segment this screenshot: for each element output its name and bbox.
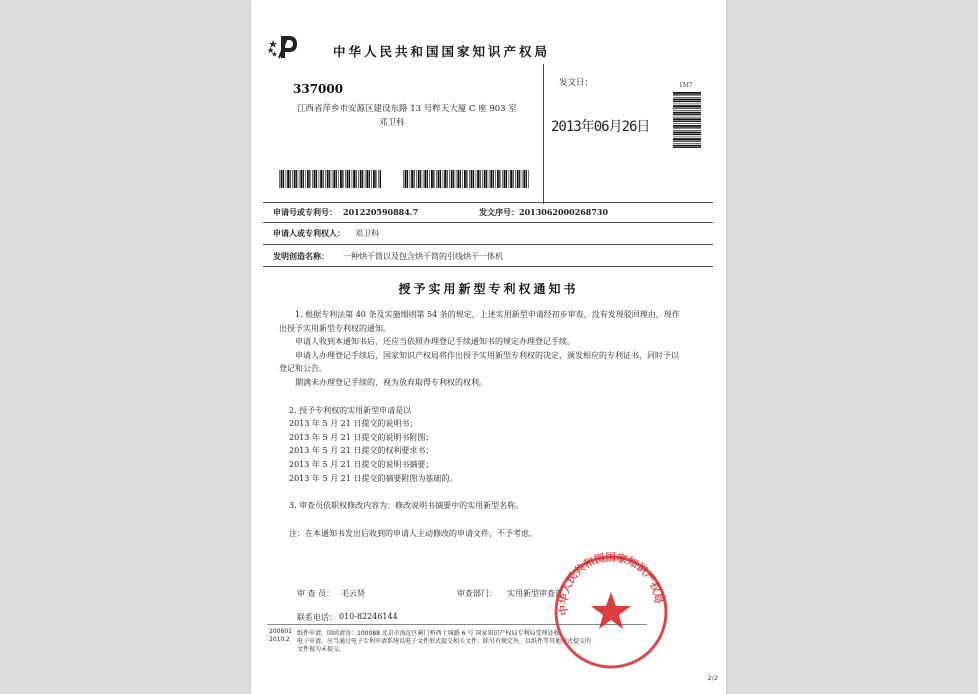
recipient-name: 邓卫科 [379, 118, 405, 128]
dept-name: 实用新型审查部 [507, 589, 563, 598]
field-divider [263, 244, 713, 245]
body-paragraph: 期满未办理登记手续的，视为放弃取得专利权的权利。 [295, 377, 487, 387]
page-number: 2/2 [707, 674, 718, 682]
header-divider [543, 64, 544, 204]
postcode: 337000 [293, 82, 344, 96]
body-paragraph: 1. 根据专利法第 40 条及实施细则第 54 条的规定，上述实用新型申请经初步审查，没有发现驳回理由，现作出授予实用新型专利权的通知。 [279, 310, 680, 333]
serial-no: 2013062000268730 [519, 207, 609, 217]
list-item: 2013 年 5 月 21 日提交的摘要附图为基础的。 [289, 473, 458, 483]
form-date-code: 2010.2 [269, 636, 290, 643]
examiner-name: 毛云贤 [341, 589, 365, 598]
list-item: 2013 年 5 月 21 日提交的说明书附图； [289, 432, 434, 442]
field-divider [263, 266, 713, 267]
body-paragraph: 3. 审查员依职权修改内容为：修改说明书摘要中的实用新型名称。 [289, 501, 524, 511]
list-item: 2013 年 5 月 21 日提交的权利要求书； [289, 446, 434, 456]
notice-body [279, 308, 685, 540]
document-page [251, 0, 726, 694]
side-code: 1M7 [679, 82, 693, 89]
svg-text:中华人民共和国国家知识产权局: 中华人民共和国国家知识产权局 [557, 552, 665, 616]
document-title: 授予实用新型专利权通知书 [398, 282, 579, 296]
address-barcode-1 [279, 170, 381, 188]
note: 注：在本通知书发出后收到的申请人主动修改的申请文件，不予考虑。 [289, 528, 537, 538]
applicant-label: 申请人或专利权人： [273, 228, 345, 238]
invention-name: 一种烘干筒以及包含烘干筒的引线烘干一体机 [343, 252, 503, 261]
list-item: 2013 年 5 月 21 日提交的说明书； [289, 419, 418, 429]
application-no-label: 申请号或专利号： [273, 207, 337, 217]
list-item: 2013 年 5 月 21 日提交的说明书摘要； [289, 459, 434, 469]
mail-instructions: 文件视为未提交。 [297, 646, 346, 653]
examiner-label: 审 查 员： [297, 589, 335, 598]
office-title: 中华人民共和国国家知识产权局 [333, 44, 551, 59]
invention-label: 发明创造名称： [273, 251, 329, 261]
official-seal-icon [551, 552, 671, 672]
applicant-name: 邓卫科 [355, 229, 379, 238]
phone-label: 联系电话： [297, 613, 337, 622]
body-paragraph: 申请人收到本通知书后，还应当依照办理登记手续通知书的规定办理登记手续。 [295, 337, 575, 347]
address-barcode-2 [403, 170, 529, 188]
application-no: 201220590884.7 [343, 207, 419, 217]
sent-date-stamp: 2013年06月26日 [551, 119, 650, 135]
phone-number: 010-82246144 [339, 612, 398, 621]
form-code: 200601 [269, 628, 292, 635]
vertical-barcode [673, 92, 701, 148]
field-divider [263, 202, 713, 203]
sent-date-label: 发文日： [559, 78, 594, 88]
mail-instructions: 电子申请，应当通过电子专利申请系统以电子文件形式提交相关文件。除另有规定外，以纸件等其他形式提交的 [297, 638, 592, 645]
sipo-logo-icon [267, 34, 301, 60]
body-paragraph: 申请人办理登记手续后，国家知识产权局将作出授予实用新型专利权的决定，颁发相应的专利证书，同时予以登记和公告。 [279, 350, 679, 374]
recipient-address: 江西省萍乡市安源区建设东路 13 号粹天大厦 C 座 903 室 [297, 104, 517, 114]
body-paragraph: 2. 授予专利权的实用新型申请是以 [289, 405, 412, 415]
dept-label: 审查部门： [457, 589, 497, 598]
serial-no-label: 发文序号： [479, 207, 519, 217]
mail-instructions: 纸件申请，回函请寄：100088 北京市海淀区蓟门桥西土城路 6 号 国家知识产权局专利局受理处收 [297, 630, 560, 637]
field-divider [263, 222, 713, 223]
